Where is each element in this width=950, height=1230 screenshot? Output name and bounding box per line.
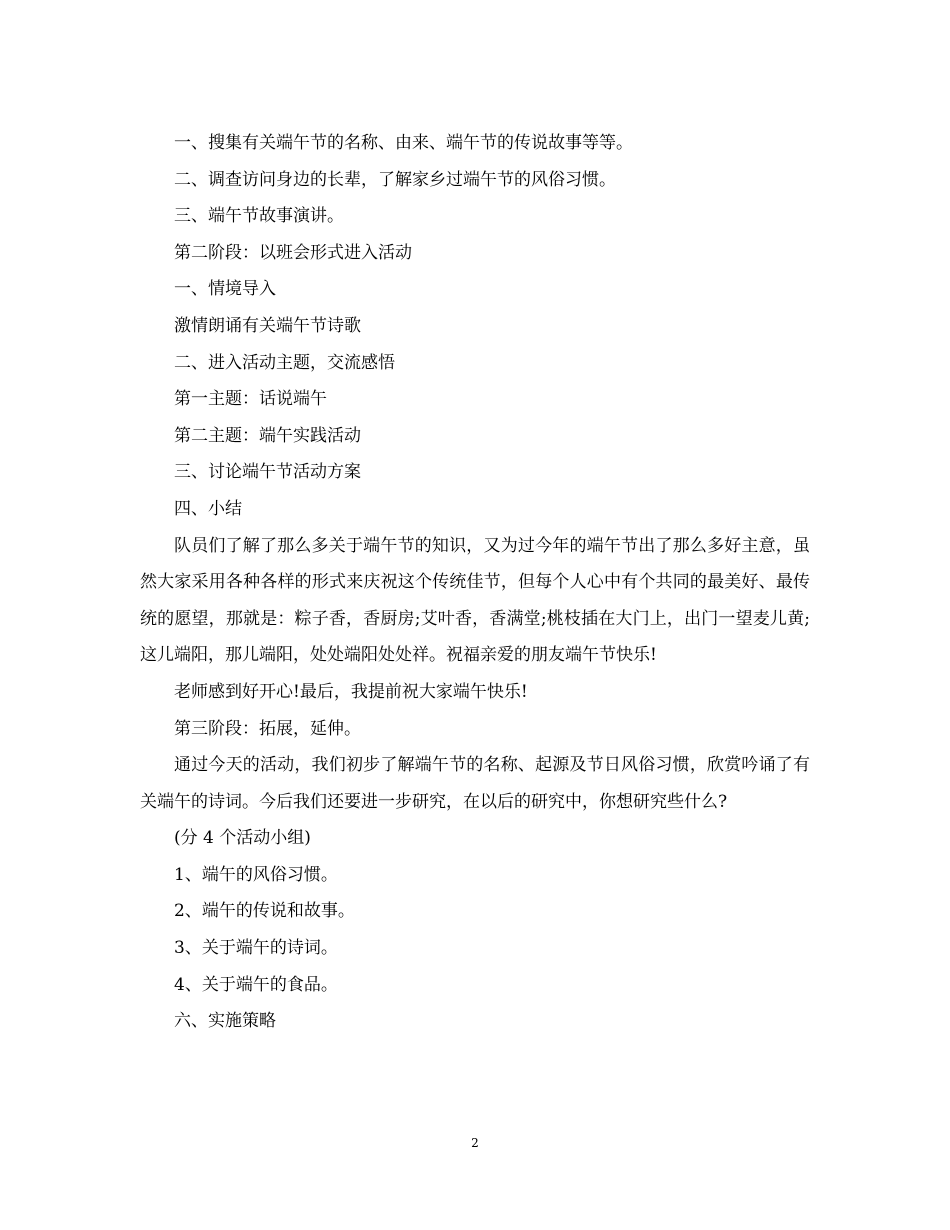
paragraph: 一、情境导入 bbox=[174, 279, 276, 300]
paragraph: 二、进入活动主题，交流感悟 bbox=[174, 352, 395, 373]
paragraph: (分 4 个活动小组) bbox=[174, 828, 311, 849]
paragraph: 通过今天的活动，我们初步了解端午节的名称、起源及节日风俗习惯，欣赏吟诵了有关端午的诗词。今后我们还要进一步研究，在以后的研究中，你想研究些什么? bbox=[140, 755, 810, 812]
summary-paragraph: 队员们了解了那么多关于端午节的知识，又为过今年的端午节出了那么多好主意，虽然大家采用各种各样的形式来庆祝这个传统佳节，但每个人心中有个共同的最美好、最传统的愿望，那就是：粽子香，香厨房;艾叶香，香满堂;桃枝插在大门上，出门一望麦儿黄;这儿端阳，那儿端阳，处处端阳处处祥。祝福亲爱的朋友端午节快乐! bbox=[140, 535, 810, 666]
paragraph: 六、实施策略 bbox=[174, 1011, 276, 1032]
section-heading: 第三阶段：拓展，延伸。 bbox=[174, 718, 361, 739]
paragraph: 老师感到好开心!最后，我提前祝大家端午快乐! bbox=[174, 681, 528, 702]
paragraph: 二、调查访问身边的长辈，了解家乡过端午节的风俗习惯。 bbox=[174, 169, 616, 190]
paragraph: 三、端午节故事演讲。 bbox=[174, 206, 344, 227]
paragraph: 三、讨论端午节活动方案 bbox=[174, 462, 361, 483]
list-item: 1、端午的风俗习惯。 bbox=[174, 864, 338, 885]
paragraph: 第一主题：话说端午 bbox=[174, 389, 327, 410]
section-heading: 第二阶段：以班会形式进入活动 bbox=[174, 242, 412, 263]
list-item: 4、关于端午的食品。 bbox=[174, 974, 338, 995]
paragraph: 一、搜集有关端午节的名称、由来、端午节的传说故事等等。 bbox=[174, 133, 633, 153]
document-body bbox=[140, 125, 810, 1040]
list-item: 2、端午的传说和故事。 bbox=[174, 901, 355, 922]
page-number: 2 bbox=[471, 1136, 479, 1150]
paragraph: 激情朗诵有关端午节诗歌 bbox=[174, 315, 361, 336]
paragraph: 四、小结 bbox=[174, 498, 242, 519]
list-item: 3、关于端午的诗词。 bbox=[174, 938, 338, 959]
paragraph: 第二主题：端午实践活动 bbox=[174, 425, 361, 446]
